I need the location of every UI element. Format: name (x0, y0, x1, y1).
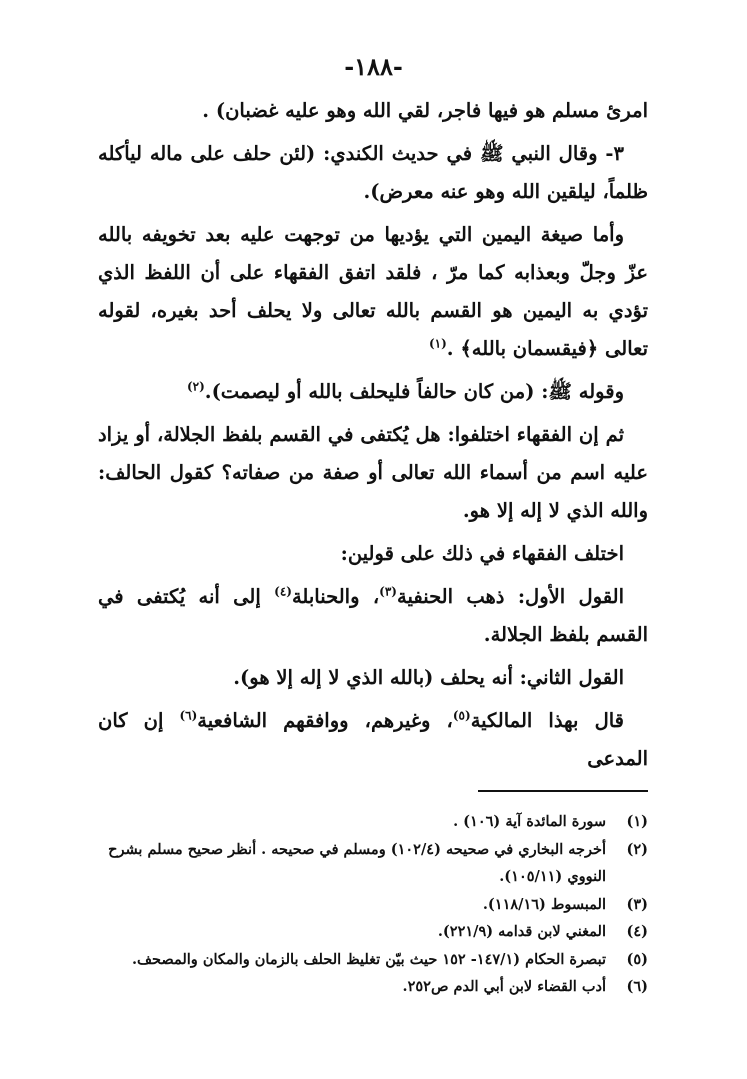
paragraph (98, 702, 648, 778)
main-text (98, 92, 648, 783)
paragraph-text: إن كان المدعى (98, 709, 648, 771)
footnote-text: سورة المائدة آية (١٠٦) . (453, 813, 606, 830)
paragraph (98, 416, 648, 530)
paragraph (98, 659, 648, 697)
footnote (98, 891, 648, 919)
footnote-number: (٢) (626, 840, 648, 858)
paragraph-text: ثم إن الفقهاء اختلفوا: هل يُكتفى في القسم بلفظ الجلالة، أو يزاد عليه اسم من أسماء الله تعالى أو صفة من صفاته؟ كقول الحالف: والله الذي لا إله إلا هو. (98, 423, 648, 523)
footnote-text: المغني لابن قدامه (٢٢١/٩). (437, 923, 606, 941)
paragraph-text: ٣- وقال النبي ﷺ في حديث الكندي: (لئن حلف على ماله ليأكله ظلماً، ليلقين الله وهو عنه معرض). (98, 142, 648, 204)
footnote (98, 836, 648, 891)
footnote-text: تبصرة الحكام (١٤٧/١- ١٥٢ حيث بيّن تغليظ الحلف بالزمان والمكان والمصحف. (131, 950, 606, 968)
paragraph-text: القول الثاني: أنه يحلف (بالله الذي لا إله إلا هو). (233, 666, 624, 690)
paragraph (98, 578, 648, 654)
footnote-number: (١) (626, 813, 648, 830)
paragraph-text: قال بهذا المالكية (470, 709, 624, 733)
footnote-text: أخرجه البخاري في صحيحه (١٠٢/٤) ومسلم في صحيحه . أنظر صحيح مسلم بشرح النووي (١٠٥/١١). (108, 840, 606, 886)
paragraph (98, 535, 648, 573)
footnote-number: (٥) (626, 950, 648, 968)
footnote (98, 918, 648, 946)
paragraph (98, 135, 648, 211)
footnote-number: (٤) (626, 923, 648, 941)
footnote-separator (478, 790, 648, 792)
paragraph (98, 373, 648, 411)
footnote-reference: (٥) (452, 708, 471, 723)
footnote-reference: (١) (428, 336, 447, 351)
paragraph-text: وأما صيغة اليمين التي يؤديها من توجهت عليه بعد تخويفه بالله عزّ وجلّ وبعذابه كما مرّ ، فلقد اتفق الفقهاء على أن اللفظ الذي تؤدي به اليمين هو القسم بالله تعالى ولا يحلف أحد بغيره، لقوله تعالى ﴿فيقسمان بالله﴾ . (98, 223, 648, 361)
paragraph-text: وقوله ﷺ: (من كان حالفاً فليحلف بالله أو ليصمت). (204, 380, 624, 404)
paragraph (98, 92, 648, 130)
paragraph-text: ، والحنابلة (291, 585, 380, 609)
footnote-reference: (٦) (179, 708, 198, 723)
page-number: -١٨٨- (344, 52, 403, 81)
footnote-text: أدب القضاء لابن أبي الدم ص٢٥٢. (402, 978, 606, 996)
footnote-reference: (٤) (274, 584, 292, 599)
footnote-number: (٦) (626, 978, 648, 996)
paragraph-text: ، وغيرهم، ووافقهم الشافعية (197, 709, 453, 733)
footnote (98, 946, 648, 974)
footnote-reference: (٢) (186, 379, 205, 394)
paragraph-text: القول الأول: ذهب الحنفية (396, 585, 625, 609)
paragraph (98, 216, 648, 368)
footnote-text: المبسوط (١١٨/١٦). (482, 895, 606, 913)
footnote-number: (٣) (626, 895, 648, 913)
footnote (98, 973, 648, 1001)
footnote (98, 808, 648, 836)
paragraph-text: امرئ مسلم هو فيها فاجر، لقي الله وهو عليه غضبان) . (202, 99, 648, 122)
footnote-reference: (٣) (379, 584, 397, 599)
paragraph-text: اختلف الفقهاء في ذلك على قولين: (340, 542, 624, 566)
footnotes (98, 808, 648, 1001)
paragraph-text: إلى أنه يُكتفى في القسم بلفظ الجلالة. (98, 585, 648, 647)
